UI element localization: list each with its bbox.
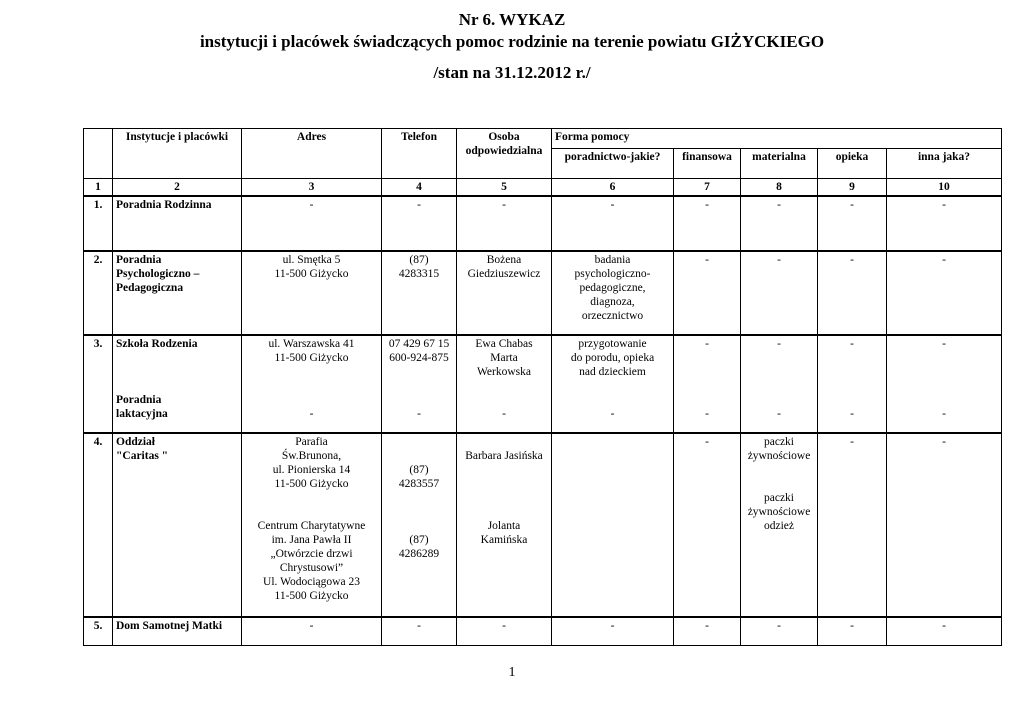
row-adres: -	[242, 196, 382, 251]
table-row	[84, 251, 1002, 335]
document-title: Nr 6. WYKAZ	[458, 10, 566, 29]
row-opieka: -	[818, 251, 887, 335]
col-num: 7	[674, 179, 741, 197]
header-opieka: opieka	[818, 149, 887, 179]
row-osoba: -	[457, 617, 552, 645]
row-telefon: 07 429 67 15 600-924-875 -	[382, 335, 457, 433]
row-adres: ul. Smętka 5 11-500 Giżycko	[242, 251, 382, 335]
row-telefon: (87) 4283557 (87) 4286289	[382, 433, 457, 617]
row-telefon: -	[382, 196, 457, 251]
header-forma-pomocy: Forma pomocy	[552, 129, 1002, 149]
row-materialna: - -	[741, 335, 818, 433]
table-row	[84, 196, 1002, 251]
row-opieka: -	[818, 433, 887, 617]
row-lp: 4.	[84, 433, 113, 617]
document-subtitle: instytucji i placówek świadczących pomoc rodzinie na terenie powiatu GIŻYCKIEGO	[199, 32, 825, 51]
row-inna: -	[887, 251, 1002, 335]
row-name: Szkoła Rodzenia Poradnia laktacyjna	[113, 335, 242, 433]
row-telefon: -	[382, 617, 457, 645]
row-name: Poradnia Rodzinna	[113, 196, 242, 251]
col-num: 3	[242, 179, 382, 197]
row-lp: 3.	[84, 335, 113, 433]
header-poradnictwo: poradnictwo-jakie?	[552, 149, 674, 179]
header-finansowa: finansowa	[674, 149, 741, 179]
row-materialna: paczki żywnościowe paczki żywnościowe odzież	[741, 433, 818, 617]
page-number: 1	[508, 665, 516, 680]
row-osoba: Barbara Jasińska Jolanta Kamińska	[457, 433, 552, 617]
row-poradnictwo: -	[552, 196, 674, 251]
col-num: 9	[818, 179, 887, 197]
row-inna: -	[887, 433, 1002, 617]
column-number-row	[84, 179, 1002, 197]
row-lp: 1.	[84, 196, 113, 251]
row-adres: ul. Warszawska 41 11-500 Giżycko -	[242, 335, 382, 433]
row-finansowa: -	[674, 196, 741, 251]
row-materialna: -	[741, 251, 818, 335]
header-osoba: Osoba odpowiedzialna	[457, 129, 552, 179]
col-num: 8	[741, 179, 818, 197]
row-finansowa: -	[674, 251, 741, 335]
row-poradnictwo: przygotowanie do porodu, opieka nad dzieckiem -	[552, 335, 674, 433]
row-osoba: Ewa Chabas Marta Werkowska -	[457, 335, 552, 433]
row-name: Dom Samotnej Matki	[113, 617, 242, 645]
row-lp: 2.	[84, 251, 113, 335]
col-num: 2	[113, 179, 242, 197]
row-poradnictwo: -	[552, 617, 674, 645]
header-telefon: Telefon	[382, 129, 457, 179]
table-row	[84, 433, 1002, 617]
col-num: 4	[382, 179, 457, 197]
header-instytucje: Instytucje i placówki	[113, 129, 242, 179]
row-poradnictwo: badania psychologiczno- pedagogiczne, diagnoza, orzecznictwo	[552, 251, 674, 335]
document-date: /stan na 31.12.2012 r./	[433, 63, 591, 82]
row-finansowa: -	[674, 617, 741, 645]
header-lp-cell	[84, 129, 113, 179]
row-opieka: -	[818, 617, 887, 645]
row-opieka: -	[818, 196, 887, 251]
row-finansowa: -	[674, 433, 741, 617]
row-inna: - -	[887, 335, 1002, 433]
row-osoba: -	[457, 196, 552, 251]
row-materialna: -	[741, 196, 818, 251]
row-poradnictwo	[552, 433, 674, 617]
row-inna: -	[887, 196, 1002, 251]
col-num: 1	[84, 179, 113, 197]
row-name: Oddział "Caritas "	[113, 433, 242, 617]
row-lp: 5.	[84, 617, 113, 645]
institutions-table	[83, 128, 1002, 646]
header-inna: inna jaka?	[887, 149, 1002, 179]
col-num: 6	[552, 179, 674, 197]
row-adres: -	[242, 617, 382, 645]
col-num: 10	[887, 179, 1002, 197]
row-finansowa: - -	[674, 335, 741, 433]
row-inna: -	[887, 617, 1002, 645]
table-row	[84, 617, 1002, 645]
row-osoba: Bożena Giedziuszewicz	[457, 251, 552, 335]
header-row	[84, 129, 1002, 149]
col-num: 5	[457, 179, 552, 197]
row-adres: Parafia Św.Brunona, ul. Pionierska 14 11-500 Giżycko Centrum Charytatywne im. Jana Pawła II „Otwórzcie drzwi Chrystusowi” Ul. Wodociągowa 23 11-500 Giżycko	[242, 433, 382, 617]
row-materialna: -	[741, 617, 818, 645]
table-row	[84, 335, 1002, 433]
header-adres: Adres	[242, 129, 382, 179]
row-opieka: - -	[818, 335, 887, 433]
row-telefon: (87) 4283315	[382, 251, 457, 335]
row-name: Poradnia Psychologiczno – Pedagogiczna	[113, 251, 242, 335]
header-materialna: materialna	[741, 149, 818, 179]
